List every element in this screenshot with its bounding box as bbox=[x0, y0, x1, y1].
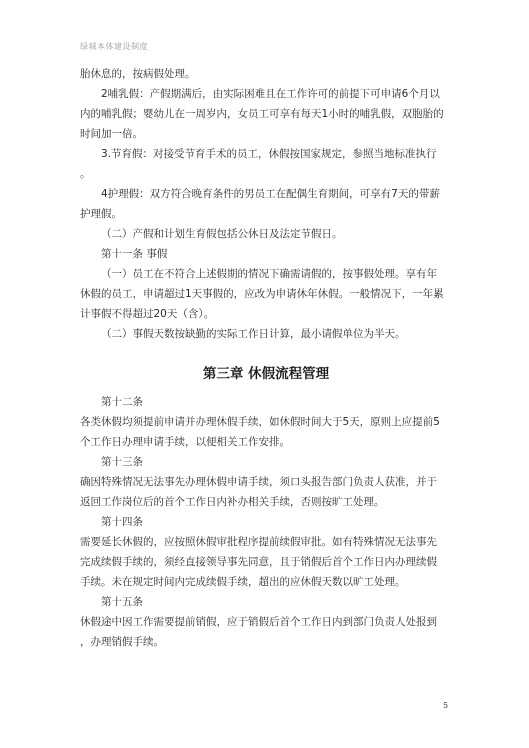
paragraph-line: 休假途中因工作需要提前销假，应于销假后首个工作日内到部门负责人处报到 bbox=[80, 616, 437, 628]
chapter-title: 第三章 休假流程管理 bbox=[202, 366, 330, 382]
paragraph-line: 。 bbox=[80, 168, 91, 180]
page-number: 5 bbox=[443, 701, 449, 710]
paragraph-line: 各类休假均须提前申请并办理休假手续，如休假时间大于5天，原则上应提前5 bbox=[80, 416, 440, 428]
paragraph-line: 时间加一倍。 bbox=[80, 128, 143, 140]
paragraph-line: 第十三条 bbox=[101, 456, 143, 468]
paragraph-line: 完成续假手续的，须经直接领导事先同意，且于销假后首个工作日内办理续假 bbox=[80, 556, 437, 568]
paragraph-line: （二）产假和计划生育假包括公休日及法定节假日。 bbox=[101, 228, 343, 240]
paragraph-line: 计事假不得超过20天（含）。 bbox=[80, 308, 215, 320]
paragraph-line: 第十一条 事假 bbox=[101, 248, 168, 260]
paragraph-line: 内的哺乳假；婴幼儿在一周岁内，女员工可享有每天1小时的哺乳假，双胞胎的 bbox=[80, 108, 444, 120]
section-leave-process bbox=[80, 392, 452, 652]
paragraph-line: 返回工作岗位后的首个工作日内补办相关手续，否则按旷工处理。 bbox=[80, 496, 385, 508]
paragraph-line: 第十五条 bbox=[101, 596, 143, 608]
paragraph-line: 第十二条 bbox=[101, 396, 143, 408]
paragraph-line: 3.节育假：对接受节育手术的员工，休假按国家规定，参照当地标准执行 bbox=[101, 148, 437, 160]
paragraph-line: 第十四条 bbox=[101, 516, 143, 528]
paragraph-line: 个工作日办理申请手续，以便相关工作安排。 bbox=[80, 436, 290, 448]
paragraph-line: 护理假。 bbox=[80, 208, 122, 220]
paragraph-line: 需要延长休假的，应按照休假审批程序提前续假审批。如有特殊情况无法事先 bbox=[80, 536, 437, 548]
paragraph-line: （二）事假天数按缺勤的实际工作日计算，最小请假单位为半天。 bbox=[101, 328, 406, 340]
paragraph-line: 休假的员工，申请超过1天事假的，应改为申请休年休假。一般情况下，一年累 bbox=[80, 288, 444, 300]
document-body bbox=[80, 64, 452, 652]
paragraph-line: （一）员工在不符合上述假期的情况下确需请假的，按事假处理。享有年 bbox=[101, 268, 437, 280]
paragraph-line: 确因特殊情况无法事先办理休假申请手续，须口头报告部门负责人获准，并于 bbox=[80, 476, 437, 488]
running-header: 绿城本体建设制度 bbox=[80, 42, 148, 51]
paragraph-line: 胎休息的，按病假处理。 bbox=[80, 68, 196, 80]
paragraph-line: ，办理销假手续。 bbox=[80, 636, 164, 648]
paragraph-line: 4护理假：双方符合晚育条件的男员工在配偶生育期间，可享有7天的带薪 bbox=[101, 188, 440, 200]
paragraph-line: 2哺乳假：产假期满后，由实际困难且在工作许可的前提下可申请6个月以 bbox=[101, 88, 440, 100]
paragraph-line: 手续。未在规定时间内完成续假手续，超出的应休假天数以旷工处理。 bbox=[80, 576, 406, 588]
section-leave-types bbox=[80, 64, 452, 344]
